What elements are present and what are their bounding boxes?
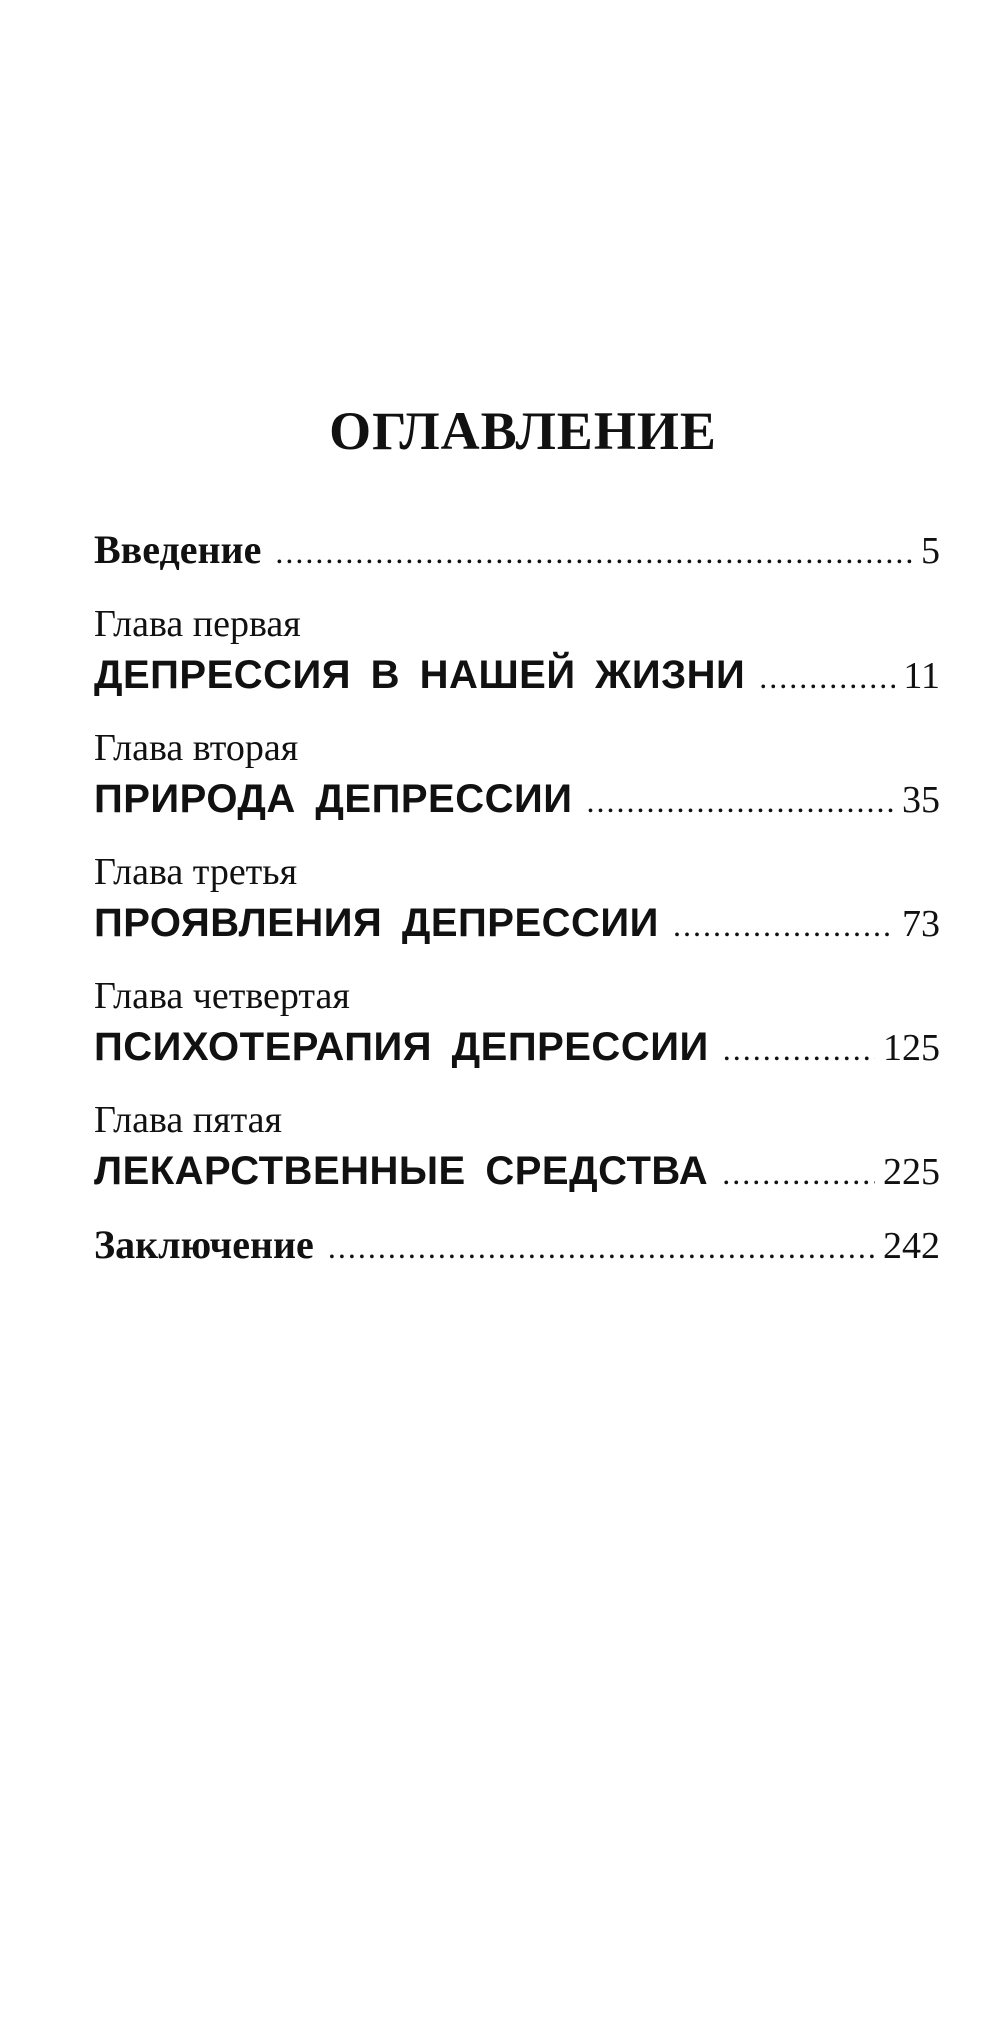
dot-leader xyxy=(759,661,895,693)
entry-title: ПСИХОТЕРАПИЯ ДЕПРЕССИИ xyxy=(94,1025,709,1069)
toc-entry-chapter-5[interactable] xyxy=(94,1151,940,1191)
page-number: 11 xyxy=(903,655,940,697)
chapter-label: Глава вторая xyxy=(94,727,299,769)
chapter-label: Глава четвертая xyxy=(94,975,350,1017)
toc-entry-chapter-1[interactable] xyxy=(94,655,940,695)
dot-leader xyxy=(328,1231,875,1263)
dot-leader xyxy=(275,536,913,568)
dot-leader xyxy=(723,1033,875,1065)
page-number: 225 xyxy=(883,1151,940,1193)
dot-leader xyxy=(586,785,894,817)
entry-title: Введение xyxy=(94,527,262,572)
entry-title: ЛЕКАРСТВЕННЫЕ СРЕДСТВА xyxy=(94,1149,709,1193)
page-number: 125 xyxy=(883,1027,940,1069)
entry-title: ПРОЯВЛЕНИЯ ДЕПРЕССИИ xyxy=(94,901,659,945)
entry-title: Заключение xyxy=(94,1222,314,1267)
toc-entry-introduction[interactable] xyxy=(94,527,940,572)
page-number: 73 xyxy=(902,903,940,945)
page-number: 35 xyxy=(902,779,940,821)
toc-entry-conclusion[interactable] xyxy=(94,1222,940,1267)
chapter-label: Глава пятая xyxy=(94,1099,282,1141)
chapter-label: Глава третья xyxy=(94,851,298,893)
page-number: 242 xyxy=(883,1225,940,1267)
chapter-label: Глава первая xyxy=(94,603,301,645)
toc-entry-chapter-4[interactable] xyxy=(94,1027,940,1067)
page-number: 5 xyxy=(921,530,940,572)
toc-entry-chapter-3[interactable] xyxy=(94,903,940,943)
dot-leader xyxy=(722,1157,875,1189)
entry-title: ДЕПРЕССИЯ В НАШЕЙ ЖИЗНИ xyxy=(94,653,746,697)
dot-leader xyxy=(673,909,894,941)
toc-entry-chapter-2[interactable] xyxy=(94,779,940,819)
entry-title: ПРИРОДА ДЕПРЕССИИ xyxy=(94,777,573,821)
toc-heading: ОГЛАВЛЕНИЕ xyxy=(329,401,717,461)
